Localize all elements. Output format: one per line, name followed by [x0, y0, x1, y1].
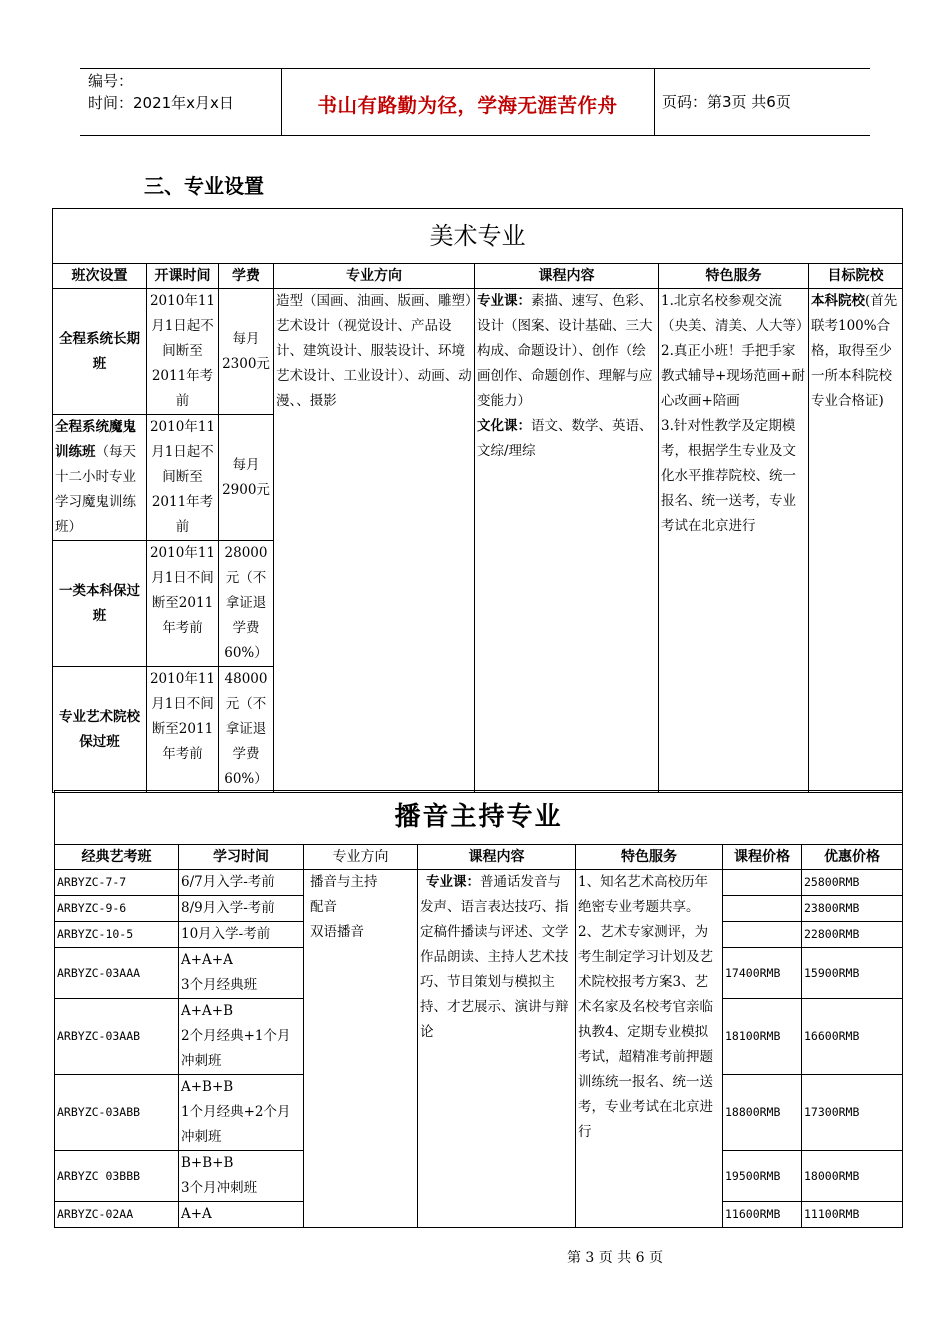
study-time: A+A+B 2个月经典+1个月冲刺班 [179, 999, 304, 1075]
header-divider [281, 68, 282, 135]
target-bold: 本科院校 [811, 293, 865, 309]
discount-price: 17300RMB [802, 1075, 903, 1151]
course-content [475, 289, 659, 793]
direction-item: 双语播音 [310, 924, 364, 940]
art-header: 目标院校 [809, 264, 903, 289]
direction-item: 配音 [310, 899, 337, 915]
service-item: 2.真正小班！手把手家教式辅导+现场范画+耐心改画+陪画 [661, 343, 806, 409]
course-label: 专业课： [426, 874, 480, 890]
discount-price: 11100RMB [802, 1202, 903, 1228]
class-name: 一类本科保过班 [53, 541, 147, 667]
art-header: 专业方向 [274, 264, 475, 289]
art-header: 开课时间 [147, 264, 219, 289]
art-header: 特色服务 [659, 264, 809, 289]
featured-services: 1、知名艺术高校历年绝密专业考题共享。2、艺术专家测评，为考生制定学习计划及艺术院校报考方案3、艺术名家及名校考官亲临执教4、定期专业模拟考试，超精准考前押题训练统一报名、统一送考，专业考试在北京进行 [576, 870, 723, 1228]
service-item: 1.北京名校参观交流（央美、清美、人大等） [661, 293, 810, 334]
study-time: A+B+B 1个月经典+2个月冲刺班 [179, 1075, 304, 1151]
class-time: 2010年11月1日不间断至2011年考前 [147, 541, 219, 667]
art-header: 班次设置 [53, 264, 147, 289]
class-code: ARBYZC 03BBB [55, 1151, 179, 1202]
discount-price: 18000RMB [802, 1151, 903, 1202]
major-directions [304, 870, 418, 1228]
class-code: ARBYZC-9-6 [55, 896, 179, 922]
target-schools [809, 289, 903, 793]
course-price: 11600RMB [723, 1202, 802, 1228]
featured-services [659, 289, 809, 793]
course-price [723, 870, 802, 896]
class-time: 2010年11月1日不间断至2011年考前 [147, 667, 219, 793]
course-price: 19500RMB [723, 1151, 802, 1202]
study-time: A+A [179, 1202, 304, 1228]
target-rest: (首先联考100%合格，取得至少一所本科院校专业合格证) [811, 293, 898, 409]
header-bottom-rule [80, 135, 870, 136]
course-culture: 语文、数学、英语、文综/理综 [477, 418, 653, 459]
course-price: 18100RMB [723, 999, 802, 1075]
course-major-label: 专业课： [477, 293, 531, 309]
course-price: 18800RMB [723, 1075, 802, 1151]
page-footer: 第 3 页 共 6 页 [566, 1250, 664, 1266]
class-fee: 每月2300元 [219, 289, 274, 415]
class-time: 2010年11月1日起不间断至2011年考前 [147, 289, 219, 415]
discount-price: 25800RMB [802, 870, 903, 896]
class-code: ARBYZC-7-7 [55, 870, 179, 896]
class-code: ARBYZC-03AAB [55, 999, 179, 1075]
class-time: 2010年11月1日起不间断至2011年考前 [147, 415, 219, 541]
broadcast-header: 优惠价格 [802, 845, 903, 870]
class-name: 专业艺术院校保过班 [53, 667, 147, 793]
broadcast-major-table [54, 790, 903, 1228]
class-name: 全程系统魔鬼训练班（每天十二小时专业学习魔鬼训练班） [53, 415, 147, 541]
motto: 书山有路勤为径，学海无涯苦作舟 [317, 94, 618, 117]
study-time: 6/7月入学-考前 [179, 870, 304, 896]
study-time: 8/9月入学-考前 [179, 896, 304, 922]
header-divider [654, 68, 655, 135]
header-meta [88, 70, 234, 114]
broadcast-table-caption: 播音主持专业 [55, 791, 903, 845]
class-fee: 28000元（不拿证退学费60%） [219, 541, 274, 667]
broadcast-header: 经典艺考班 [55, 845, 179, 870]
class-fee: 48000元（不拿证退学费60%） [219, 667, 274, 793]
art-table-caption: 美术专业 [53, 209, 903, 264]
discount-price: 15900RMB [802, 948, 903, 999]
class-code: ARBYZC-10-5 [55, 922, 179, 948]
direction-item: 播音与主持 [310, 874, 378, 890]
broadcast-header: 学习时间 [179, 845, 304, 870]
major-direction: 造型（国画、油画、版画、雕塑）艺术设计（视觉设计、产品设计、建筑设计、服装设计、环境艺术设计、工业设计）、动画、动漫、、摄影 [274, 289, 475, 793]
course-text: 普通话发音与发声、语言表达技巧、指定稿件播读与评述、文学作品朗读、主持人艺术技巧、节目策划与模拟主持、才艺展示、演讲与辩论 [420, 874, 569, 1040]
class-name: 全程系统长期班 [53, 289, 147, 415]
class-code: ARBYZC-03AAA [55, 948, 179, 999]
discount-price: 16600RMB [802, 999, 903, 1075]
broadcast-header: 专业方向 [304, 845, 418, 870]
class-code: ARBYZC-03ABB [55, 1075, 179, 1151]
page-indicator: 页码：第3页 共6页 [662, 93, 791, 111]
discount-price: 23800RMB [802, 896, 903, 922]
course-price [723, 896, 802, 922]
doc-date: 时间：2021年x月x日 [88, 94, 234, 112]
course-price [723, 922, 802, 948]
table-row [53, 289, 903, 415]
course-price: 17400RMB [723, 948, 802, 999]
table-row [55, 870, 903, 896]
class-code: ARBYZC-02AA [55, 1202, 179, 1228]
class-fee: 每月2900元 [219, 415, 274, 541]
service-item: 3.针对性教学及定期模考，根据学生专业及文化水平推荐院校、统一报名、统一送考，专业考试在北京进行 [661, 418, 796, 534]
doc-number: 编号： [88, 72, 134, 90]
broadcast-header: 特色服务 [576, 845, 723, 870]
header-top-rule [80, 68, 870, 69]
course-content [418, 870, 576, 1228]
broadcast-header: 课程价格 [723, 845, 802, 870]
discount-price: 22800RMB [802, 922, 903, 948]
course-major: 素描、速写、色彩、设计（图案、设计基础、三大构成、命题设计）、创作（绘画创作、命题创作、理解与应变能力） [477, 293, 653, 409]
course-culture-label: 文化课： [477, 418, 531, 434]
broadcast-header: 课程内容 [418, 845, 576, 870]
art-header: 课程内容 [475, 264, 659, 289]
study-time: B+B+B 3个月冲刺班 [179, 1151, 304, 1202]
study-time: 10月入学-考前 [179, 922, 304, 948]
section-title: 三、专业设置 [144, 174, 264, 198]
study-time: A+A+A 3个月经典班 [179, 948, 304, 999]
art-header: 学费 [219, 264, 274, 289]
art-major-table [52, 208, 903, 793]
